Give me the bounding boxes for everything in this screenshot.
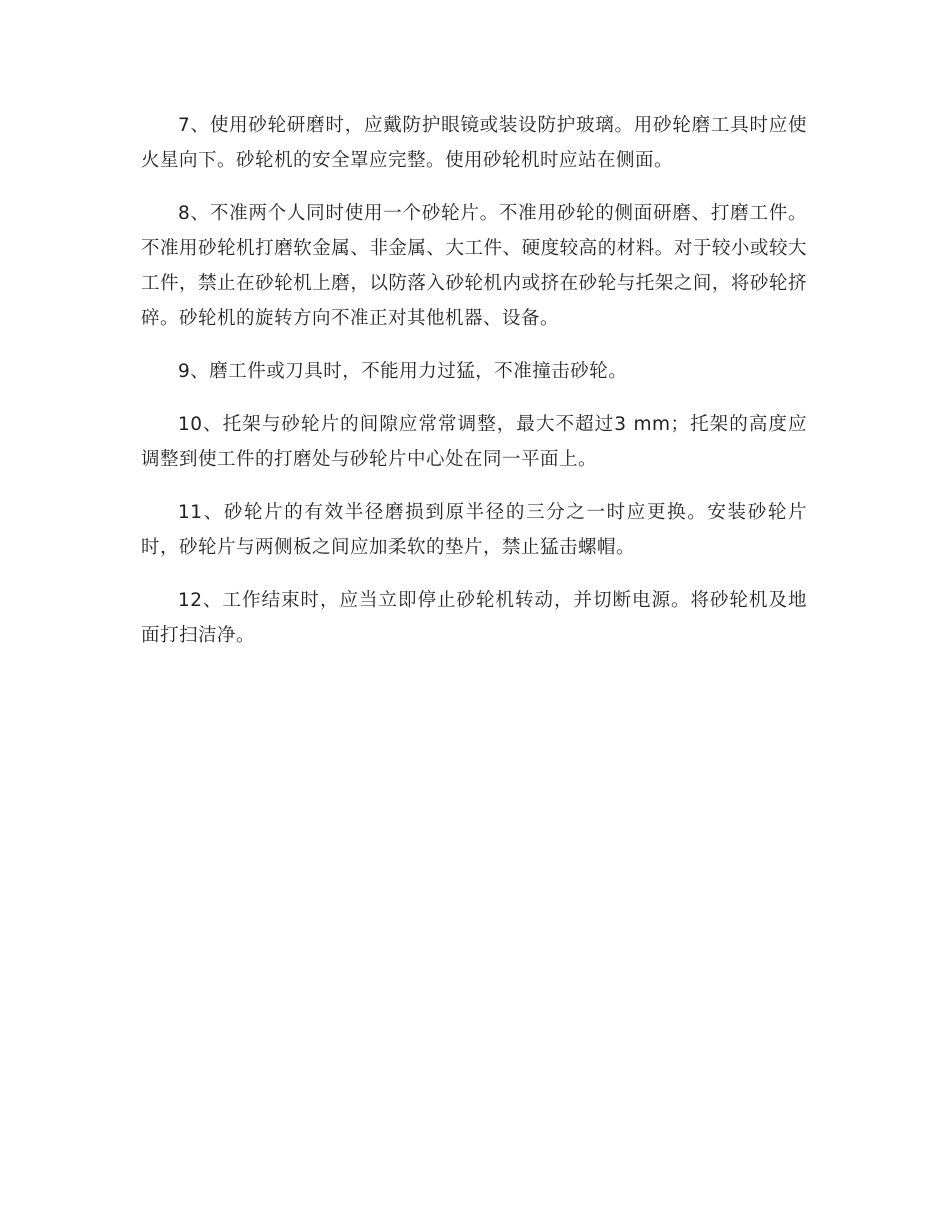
paragraph-item-10: 10、托架与砂轮片的间隙应常常调整，最大不超过3 mm；托架的高度应调整到使工件的打磨处与砂轮片中心处在同一平面上。 <box>141 414 807 470</box>
paragraph-item-12: 12、工作结束时，应当立即停止砂轮机转动，并切断电源。将砂轮机及地面打扫洁净。 <box>141 590 807 646</box>
paragraph-item-8: 8、不准两个人同时使用一个砂轮片。不准用砂轮的侧面研磨、打磨工件。不准用砂轮机打磨软金属、非金属、大工件、硬度较高的材料。对于较小或较大工件，禁止在砂轮机上磨，以防落入砂轮机内或挤在砂轮与托架之间，将砂轮挤碎。砂轮机的旋转方向不准正对其他机器、设备。 <box>141 203 807 329</box>
paragraph-item-7: 7、使用砂轮研磨时，应戴防护眼镜或装设防护玻璃。用砂轮磨工具时应使火星向下。砂轮机的安全罩应完整。使用砂轮机时应站在侧面。 <box>141 115 807 171</box>
document-page <box>141 108 807 671</box>
paragraph-item-11: 11、砂轮片的有效半径磨损到原半径的三分之一时应更换。安装砂轮片时，砂轮片与两侧板之间应加柔软的垫片，禁止猛击螺帽。 <box>141 502 807 558</box>
paragraph-item-9: 9、磨工件或刀具时，不能用力过猛，不准撞击砂轮。 <box>178 361 628 382</box>
